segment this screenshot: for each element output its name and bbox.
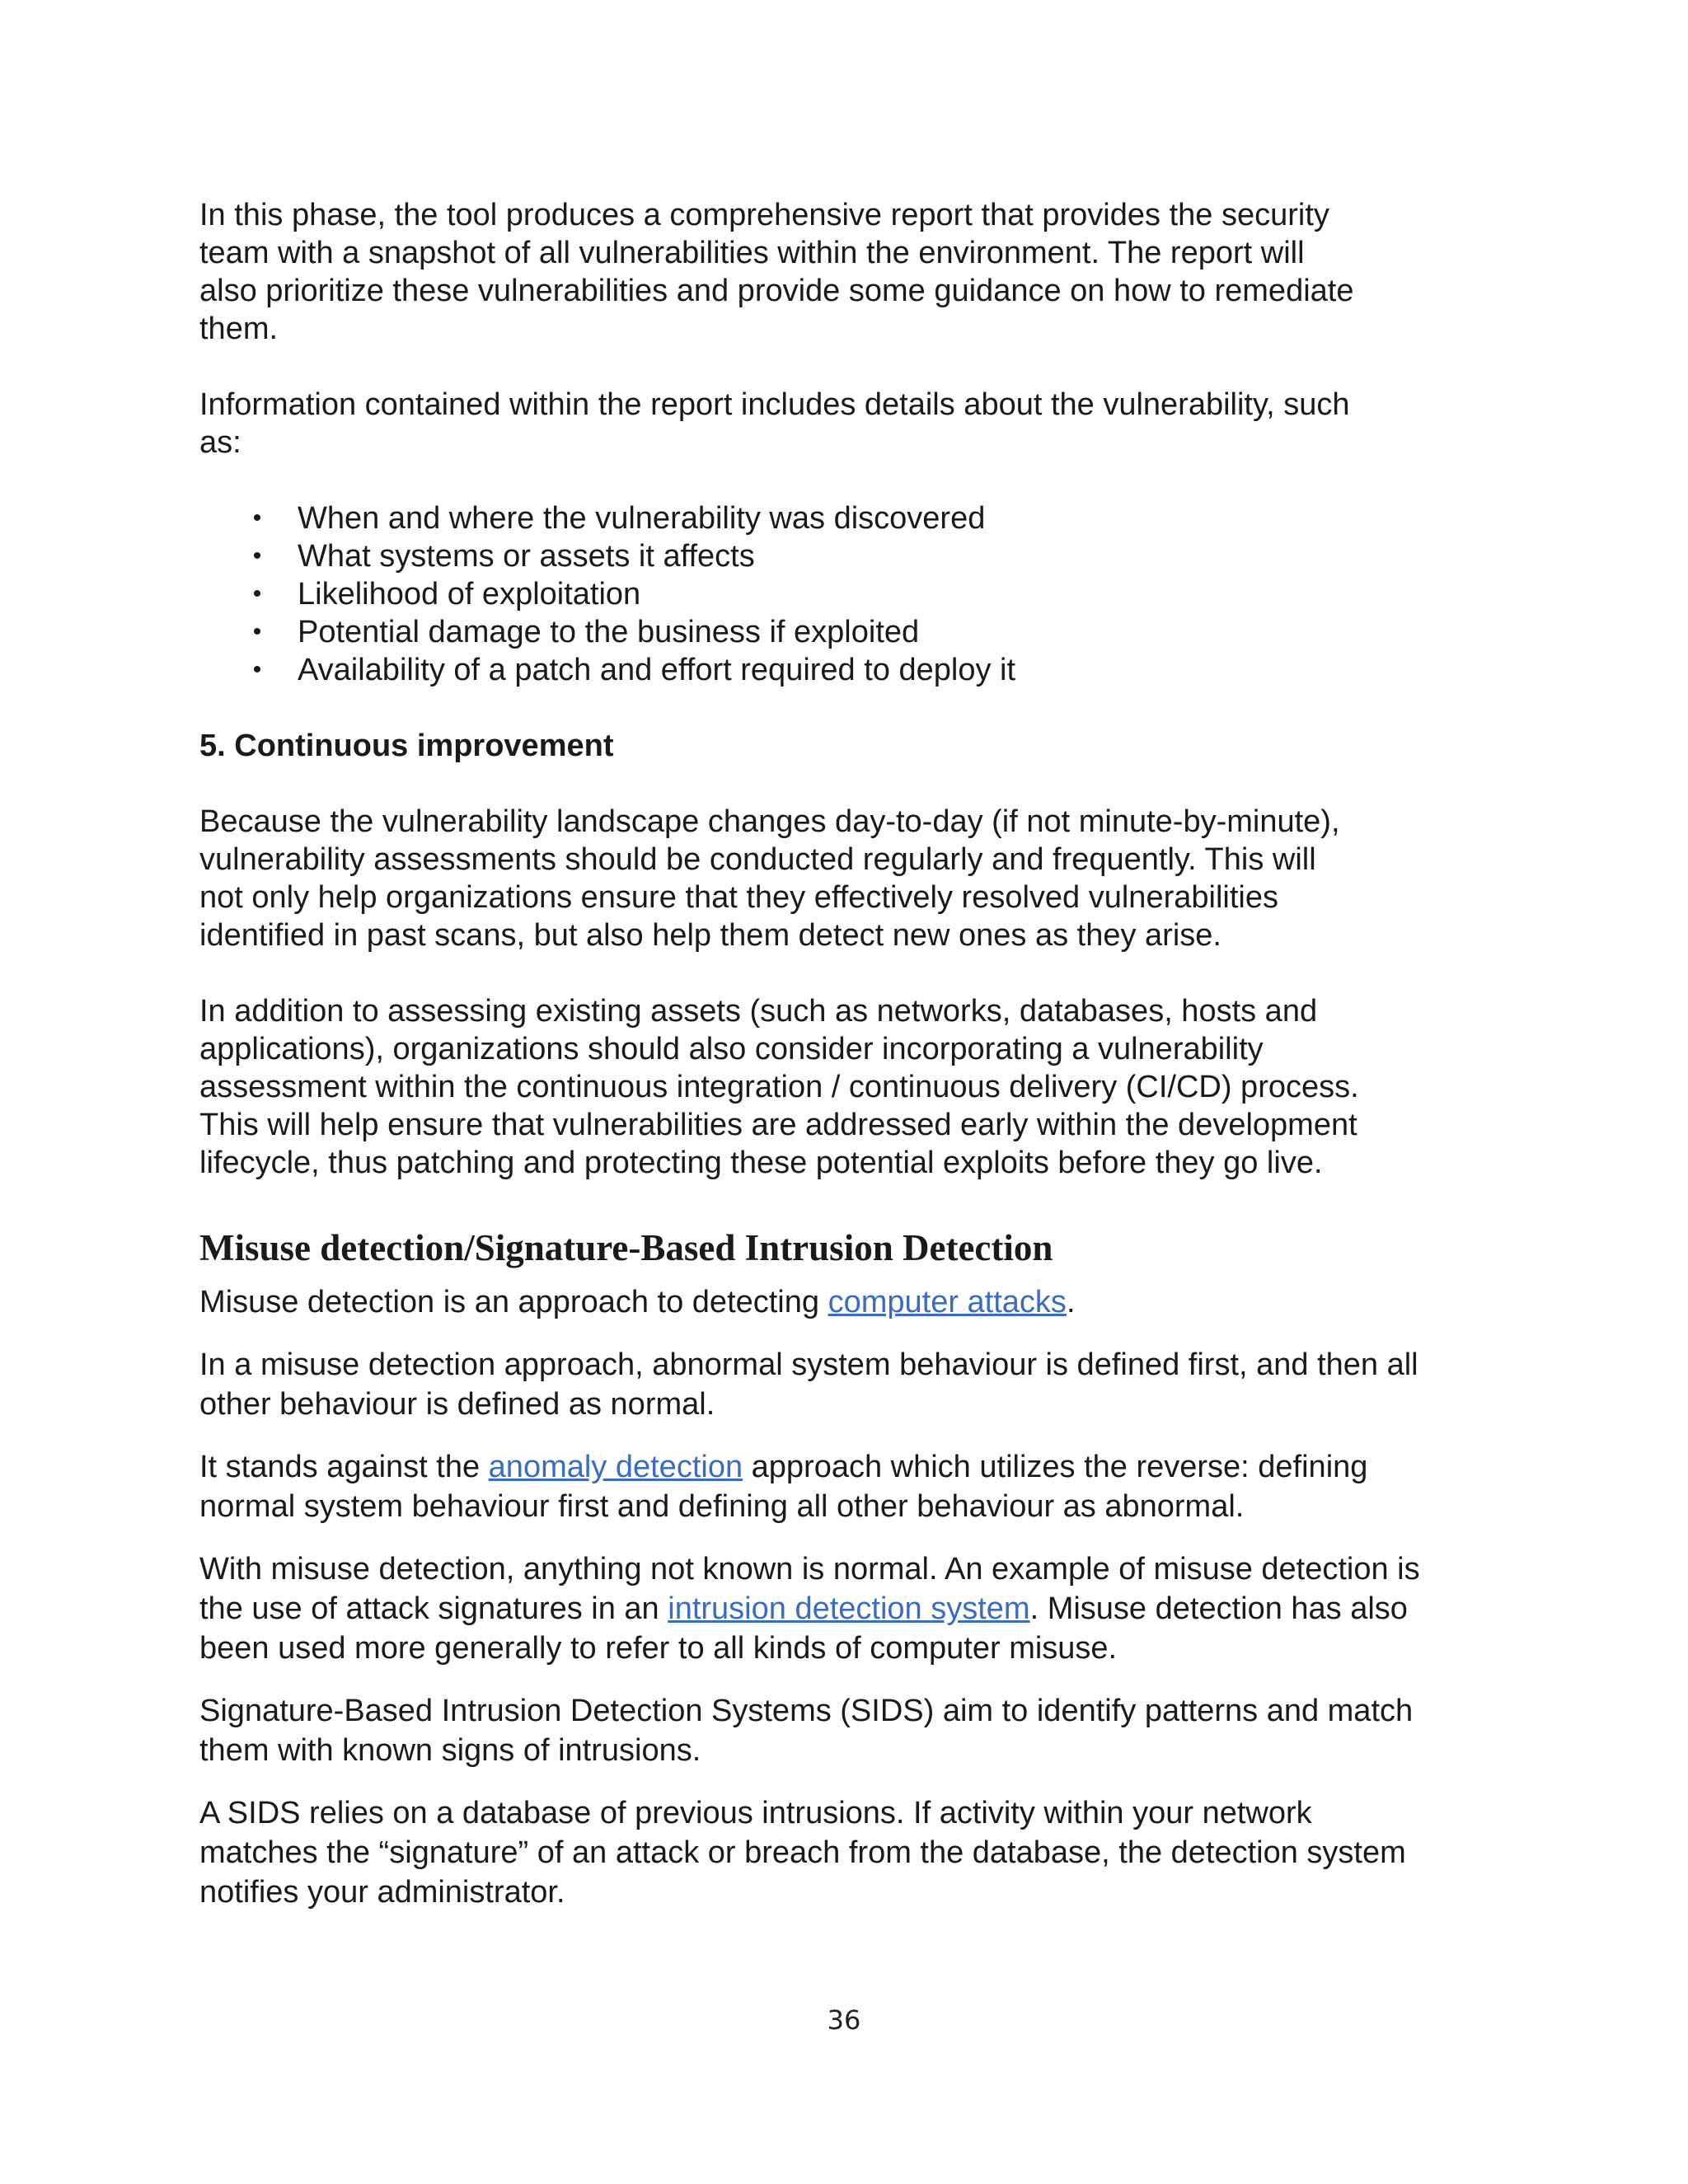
bullet-icon: • — [252, 618, 262, 645]
report-details-list — [199, 499, 1502, 689]
list-item: • Potential damage to the business if exploited — [199, 613, 1502, 651]
sids-paragraph: Signature-Based Intrusion Detection Systems (SIDS) aim to identify patterns and match them with known signs of intrusions. — [199, 1694, 1414, 1768]
sids-database-paragraph: A SIDS relies on a database of previous intrusions. If activity within your network matches the “signature” of an attack or breach from the database, the detection system notifies your administrator. — [199, 1796, 1406, 1910]
misuse-definition-paragraph: Misuse detection is an approach to detecting computer attacks. — [199, 1285, 1076, 1319]
list-item: • When and where the vulnerability was discovered — [199, 499, 1502, 537]
bullet-icon: • — [252, 504, 262, 532]
bullet-icon: • — [252, 580, 262, 607]
misuse-approach-paragraph: In a misuse detection approach, abnormal system behaviour is defined first, and then all other behaviour is defined as normal. — [199, 1347, 1418, 1422]
report-paragraph: In this phase, the tool produces a comprehensive report that provides the security team with a snapshot of all vulnerabilities within the environment. The report will also prioritize these vulnerabilities and provide some guidance on how to remediate them. — [199, 198, 1354, 346]
continuous-paragraph-1: Because the vulnerability landscape changes day-to-day (if not minute-by-minute), vulnerability assessments should be conducted regularly and frequently. This will not only help organizations ensure that they effectively resolved vulnerabilities identified in past scans, but also help them detect new ones as they arise. — [199, 804, 1340, 953]
subheading-continuous-improvement: 5. Continuous improvement — [199, 729, 614, 763]
anomaly-detection-link[interactable]: anomaly detection — [488, 1450, 743, 1484]
bullet-icon: • — [252, 542, 262, 569]
report-info-paragraph: Information contained within the report includes details about the vulnerability, such as: — [199, 387, 1350, 460]
continuous-paragraph-2: In addition to assessing existing assets (such as networks, databases, hosts and applications), organizations should also consider incorporating a vulnerability assessment within the continuous integration / continuous delivery (CI/CD) process. This will help ensure that vulnerabilities are addressed early within the development lifecycle, thus patching and protecting these potential exploits before they go live. — [199, 994, 1359, 1180]
list-item: • Likelihood of exploitation — [199, 575, 1502, 613]
computer-attacks-link[interactable]: computer attacks — [828, 1285, 1067, 1319]
list-item: • What systems or assets it affects — [199, 537, 1502, 575]
anomaly-paragraph: It stands against the anomaly detection approach which utilizes the reverse: defining normal system behaviour first and defining all other behaviour as abnormal. — [199, 1450, 1368, 1524]
list-item: • Availability of a patch and effort required to deploy it — [199, 651, 1502, 689]
document-page — [199, 196, 1502, 1912]
misuse-example-paragraph: With misuse detection, anything not known is normal. An example of misuse detection is the use of attack signatures in an intrusion detection system. Misuse detection has also been used more generally to refer to all kinds of computer misuse. — [199, 1552, 1420, 1666]
section-title: Misuse detection/Signature-Based Intrusion Detection — [199, 1227, 1053, 1268]
page-number: 36 — [827, 2004, 861, 2036]
intrusion-detection-system-link[interactable]: intrusion detection system — [668, 1591, 1030, 1626]
bullet-icon: • — [252, 656, 262, 683]
